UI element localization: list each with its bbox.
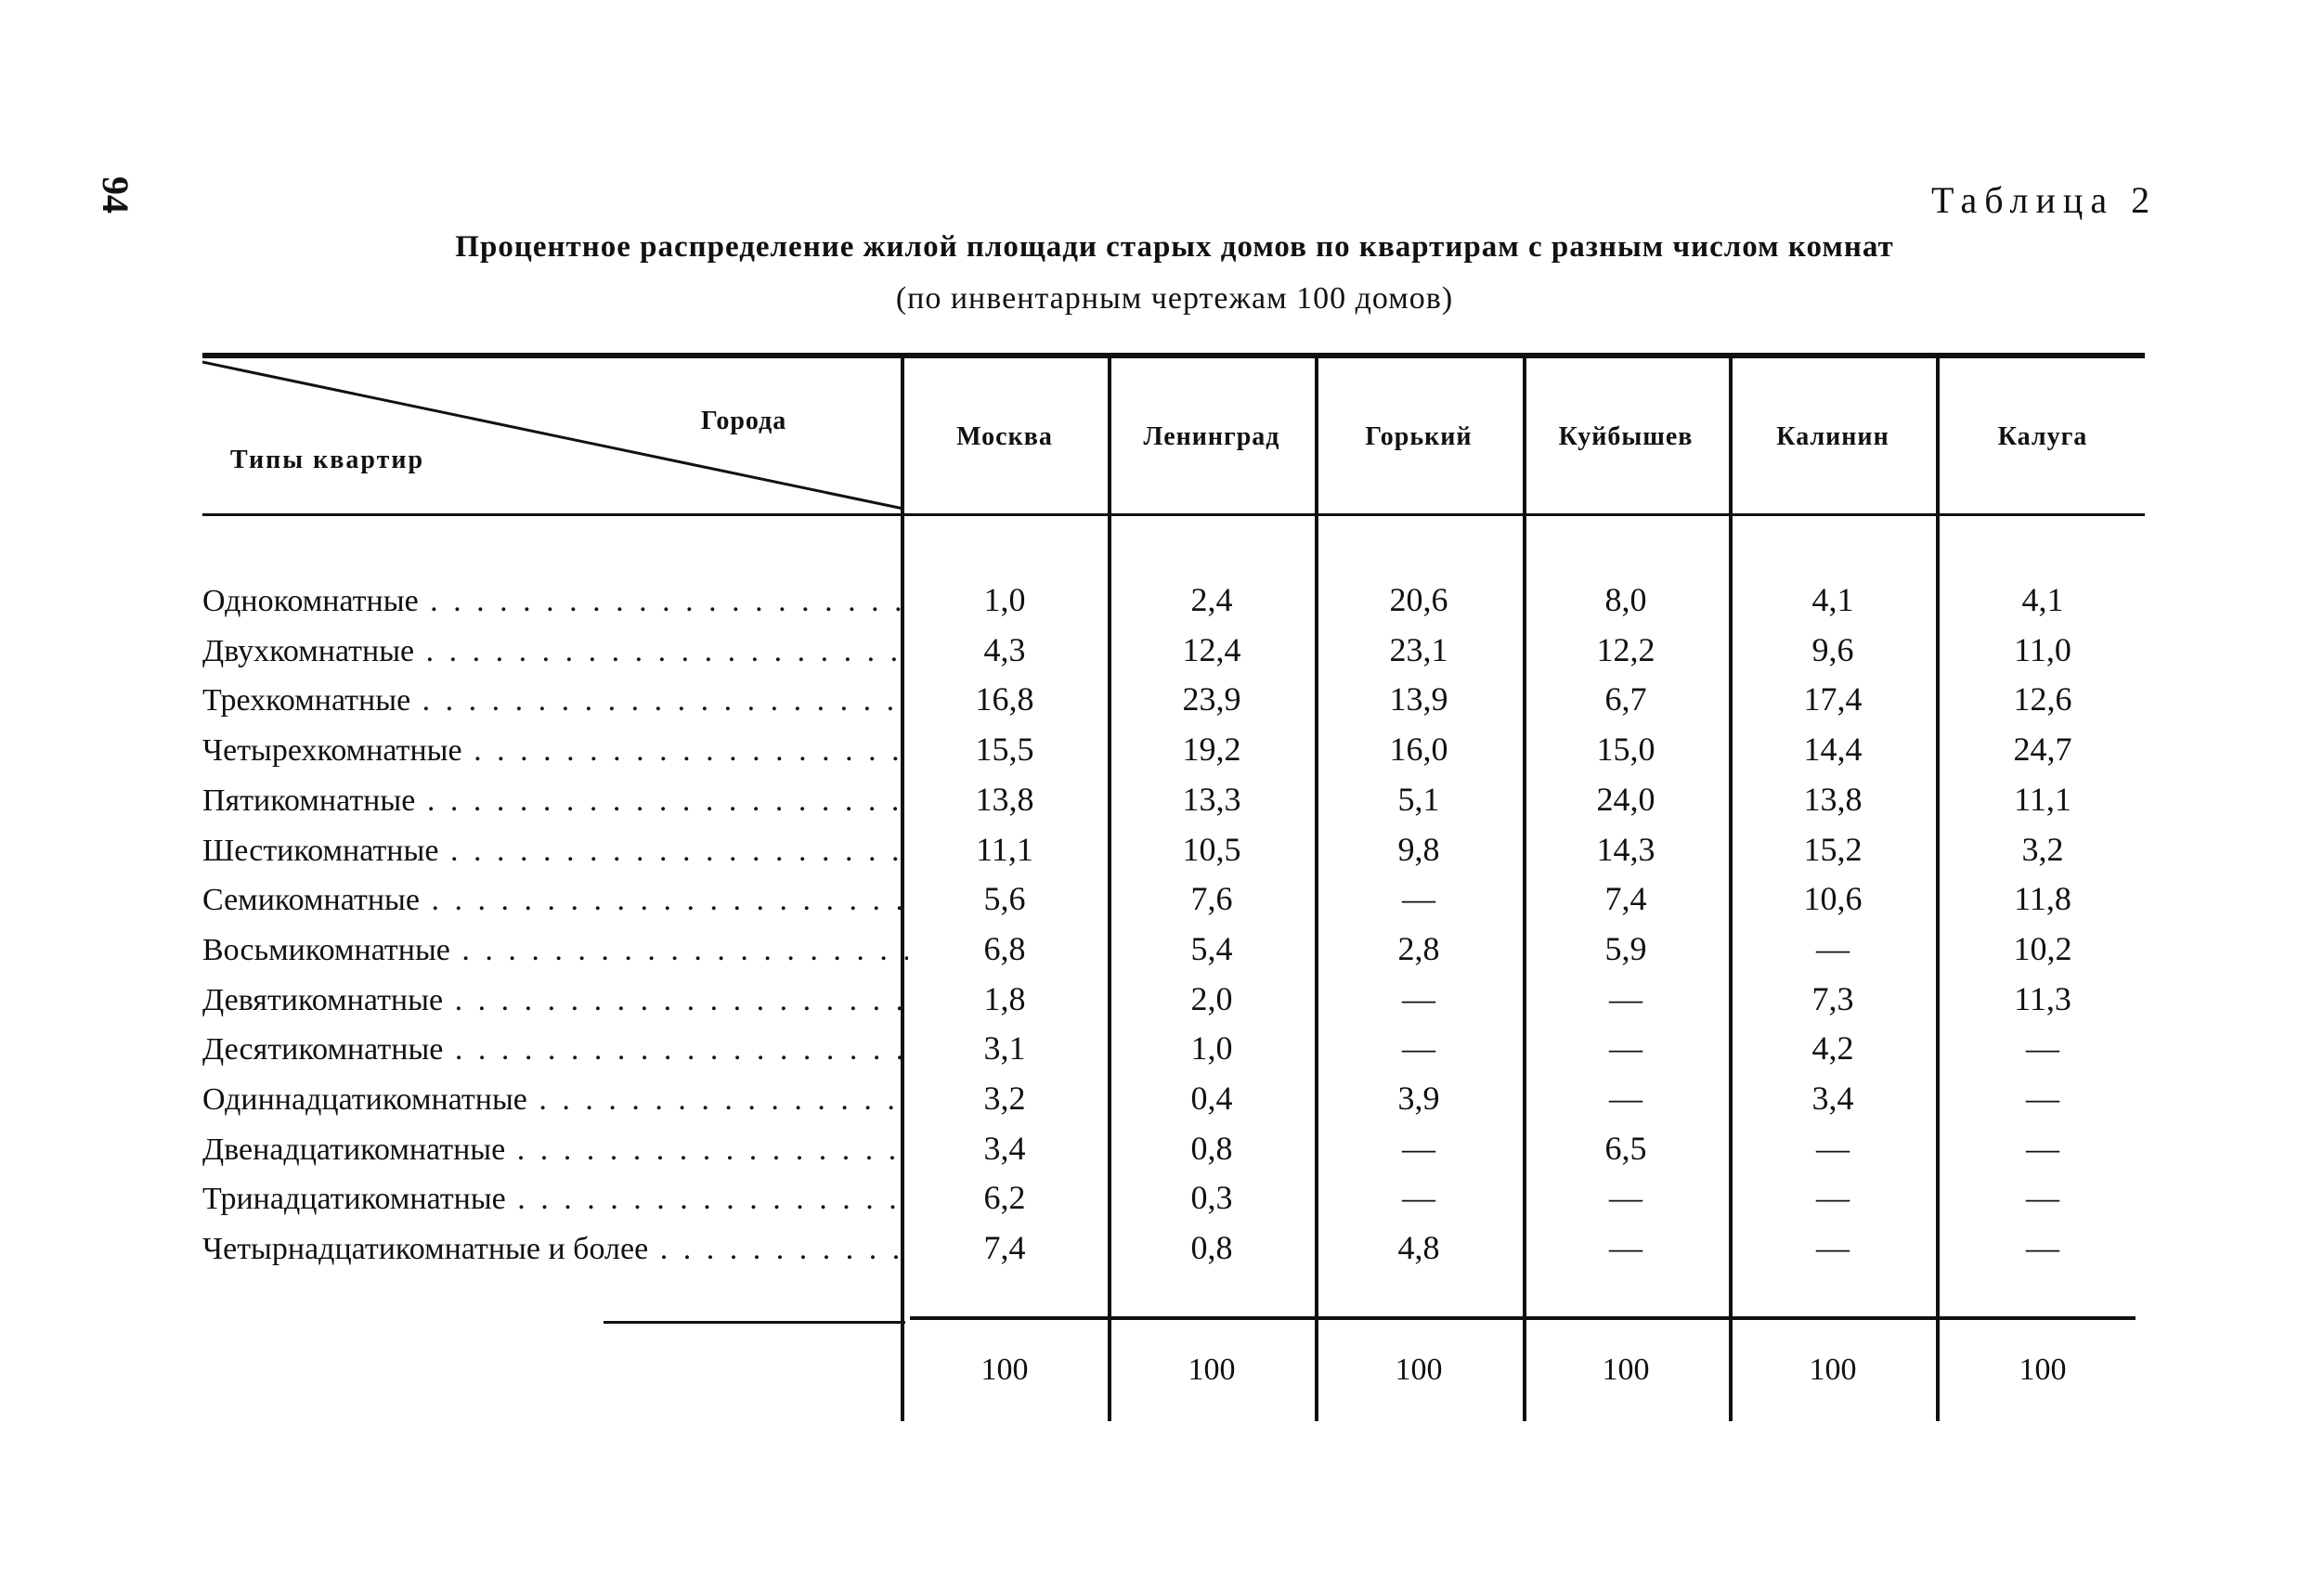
table-subtitle: (по инвентарным чертежам 100 домов) — [895, 281, 1454, 316]
table-cell: — — [1402, 1029, 1435, 1067]
row-label: Одиннадцатикомнатные . . . — [202, 1082, 908, 1129]
table-cell: 5,6 — [983, 880, 1026, 917]
total-moscow: 100 — [980, 1353, 1029, 1387]
table-cell: — — [1402, 980, 1435, 1017]
column-separator — [1936, 358, 1940, 1421]
table-cell: 3,4 — [1811, 1080, 1854, 1117]
table-cell: 2,8 — [1397, 930, 1440, 967]
table-cell: 23,1 — [1389, 631, 1448, 668]
table-cell: 16,0 — [1389, 731, 1448, 768]
table-cell: — — [1609, 1029, 1642, 1067]
table-cell: 10,6 — [1803, 880, 1863, 917]
top-rule — [202, 353, 2145, 358]
row-label: Восьмикомнатные . . . — [202, 933, 908, 979]
table-cell: 9,6 — [1811, 631, 1854, 668]
table-cell: 11,1 — [2014, 781, 2071, 818]
table-cell: 13,9 — [1389, 680, 1448, 718]
table-cell: 13,3 — [1182, 781, 1241, 818]
table-cell: 3,1 — [983, 1029, 1026, 1067]
table-label: Таблица 2 — [1931, 179, 2158, 221]
table-cell: 6,7 — [1604, 680, 1647, 718]
table-cell: 14,4 — [1803, 731, 1863, 768]
table-cell: 11,8 — [2014, 880, 2071, 917]
table-cell: 4,1 — [2021, 581, 2064, 618]
table-cell: 13,8 — [1803, 781, 1863, 818]
table-cell: 6,5 — [1604, 1130, 1647, 1167]
table-cell: 9,8 — [1397, 831, 1440, 868]
table-cell: 7,4 — [983, 1229, 1026, 1266]
table-cell: 5,9 — [1604, 930, 1647, 967]
column-header-leningrad: Ленинград — [1143, 422, 1280, 451]
table-cell: 11,1 — [976, 831, 1033, 868]
row-label: Четырехкомнатные . . . — [202, 733, 908, 780]
table-cell: 10,2 — [2013, 930, 2072, 967]
apartment-types-header-label: Типы квартир — [230, 446, 425, 474]
row-label: Десятикомнатные . . . — [202, 1032, 908, 1079]
table-cell: 3,2 — [983, 1080, 1026, 1117]
table-cell: — — [1402, 880, 1435, 917]
table-cell: 0,3 — [1190, 1179, 1233, 1216]
table-cell: 0,8 — [1190, 1130, 1233, 1167]
table-cell: 24,7 — [2013, 731, 2072, 768]
table-cell: 7,4 — [1604, 880, 1647, 917]
table-cell: 2,4 — [1190, 581, 1233, 618]
table-cell: — — [1816, 1179, 1850, 1216]
table-cell: — — [2026, 1229, 2059, 1266]
table-cell: 2,0 — [1190, 980, 1233, 1017]
total-leningrad: 100 — [1188, 1353, 1236, 1387]
table-cell: 3,4 — [983, 1130, 1026, 1167]
table-cell: — — [1609, 1179, 1642, 1216]
row-label: Шестикомнатные . . . — [202, 834, 908, 880]
table-cell: 20,6 — [1389, 581, 1448, 618]
table-cell: — — [1816, 930, 1850, 967]
table-cell: — — [2026, 1130, 2059, 1167]
table-cell: 4,1 — [1811, 581, 1854, 618]
table-cell: — — [1816, 1229, 1850, 1266]
table-cell: 4,3 — [983, 631, 1026, 668]
table-cell: 10,5 — [1182, 831, 1241, 868]
table-cell: — — [1609, 1229, 1642, 1266]
row-label: Двенадцатикомнатные . . . — [202, 1132, 908, 1179]
column-header-kalinin: Калинин — [1776, 422, 1889, 451]
table-cell: 23,9 — [1182, 680, 1241, 718]
page-number: 94 — [95, 176, 136, 214]
cities-header-label: Города — [701, 407, 787, 435]
table-cell: 17,4 — [1803, 680, 1863, 718]
total-kalinin: 100 — [1809, 1353, 1857, 1387]
table-cell: 0,4 — [1190, 1080, 1233, 1117]
totals-rule-left — [604, 1321, 905, 1324]
table-cell: 12,6 — [2013, 680, 2072, 718]
table-title: Процентное распределение жилой площади старых домов по квартирам с разным числом комнат — [455, 230, 1894, 264]
table-cell: 4,2 — [1811, 1029, 1854, 1067]
table-cell: 7,3 — [1811, 980, 1854, 1017]
table-cell: 14,3 — [1596, 831, 1655, 868]
column-header-kuibyshev: Куйбышев — [1558, 422, 1694, 451]
total-kuibyshev: 100 — [1602, 1353, 1650, 1387]
table-cell: 6,8 — [983, 930, 1026, 967]
table-cell: — — [1816, 1130, 1850, 1167]
row-label: Двухкомнатные . . . — [202, 634, 908, 680]
table-cell: — — [1609, 1080, 1642, 1117]
table-cell: 3,9 — [1397, 1080, 1440, 1117]
table-cell: — — [1402, 1130, 1435, 1167]
row-label: Семикомнатные . . . — [202, 883, 908, 929]
column-header-kaluga: Калуга — [1997, 422, 2088, 451]
table-cell: 15,0 — [1596, 731, 1655, 768]
table-cell: — — [2026, 1179, 2059, 1216]
column-header-moscow: Москва — [956, 422, 1053, 451]
row-label: Девятикомнатные . . . — [202, 983, 908, 1029]
table-cell: 16,8 — [975, 680, 1034, 718]
total-kaluga: 100 — [2019, 1353, 2067, 1387]
table-cell: — — [2026, 1080, 2059, 1117]
table-cell: 5,1 — [1397, 781, 1440, 818]
table-cell: 12,4 — [1182, 631, 1241, 668]
table-cell: 1,8 — [983, 980, 1026, 1017]
table-cell: 8,0 — [1604, 581, 1647, 618]
table-cell: — — [2026, 1029, 2059, 1067]
table-cell: — — [1402, 1179, 1435, 1216]
row-label: Тринадцатикомнатные . . . — [202, 1182, 908, 1228]
table-cell: 5,4 — [1190, 930, 1233, 967]
row-label: Четырнадцатикомнатные и более . . . — [202, 1232, 908, 1278]
row-label: Пятикомнатные . . . — [202, 783, 908, 830]
table-cell: 0,8 — [1190, 1229, 1233, 1266]
table-cell: 15,5 — [975, 731, 1034, 768]
table-cell: 4,8 — [1397, 1229, 1440, 1266]
table-cell: 11,0 — [2014, 631, 2071, 668]
table-cell: 12,2 — [1596, 631, 1655, 668]
table-cell: 1,0 — [1190, 1029, 1233, 1067]
table-cell: 24,0 — [1596, 781, 1655, 818]
table-cell: 1,0 — [983, 581, 1026, 618]
table-cell: 7,6 — [1190, 880, 1233, 917]
table-cell: 3,2 — [2021, 831, 2064, 868]
table-cell: 15,2 — [1803, 831, 1863, 868]
table-cell: 19,2 — [1182, 731, 1241, 768]
row-label: Трехкомнатные . . . — [202, 683, 908, 730]
total-gorky: 100 — [1395, 1353, 1443, 1387]
header-diagonal-divider — [202, 360, 908, 518]
table-cell: 6,2 — [983, 1179, 1026, 1216]
row-label: Однокомнатные . . . — [202, 584, 908, 630]
table-cell: 13,8 — [975, 781, 1034, 818]
table-cell: — — [1609, 980, 1642, 1017]
table-cell: 11,3 — [2014, 980, 2071, 1017]
column-header-gorky: Горький — [1365, 422, 1473, 451]
